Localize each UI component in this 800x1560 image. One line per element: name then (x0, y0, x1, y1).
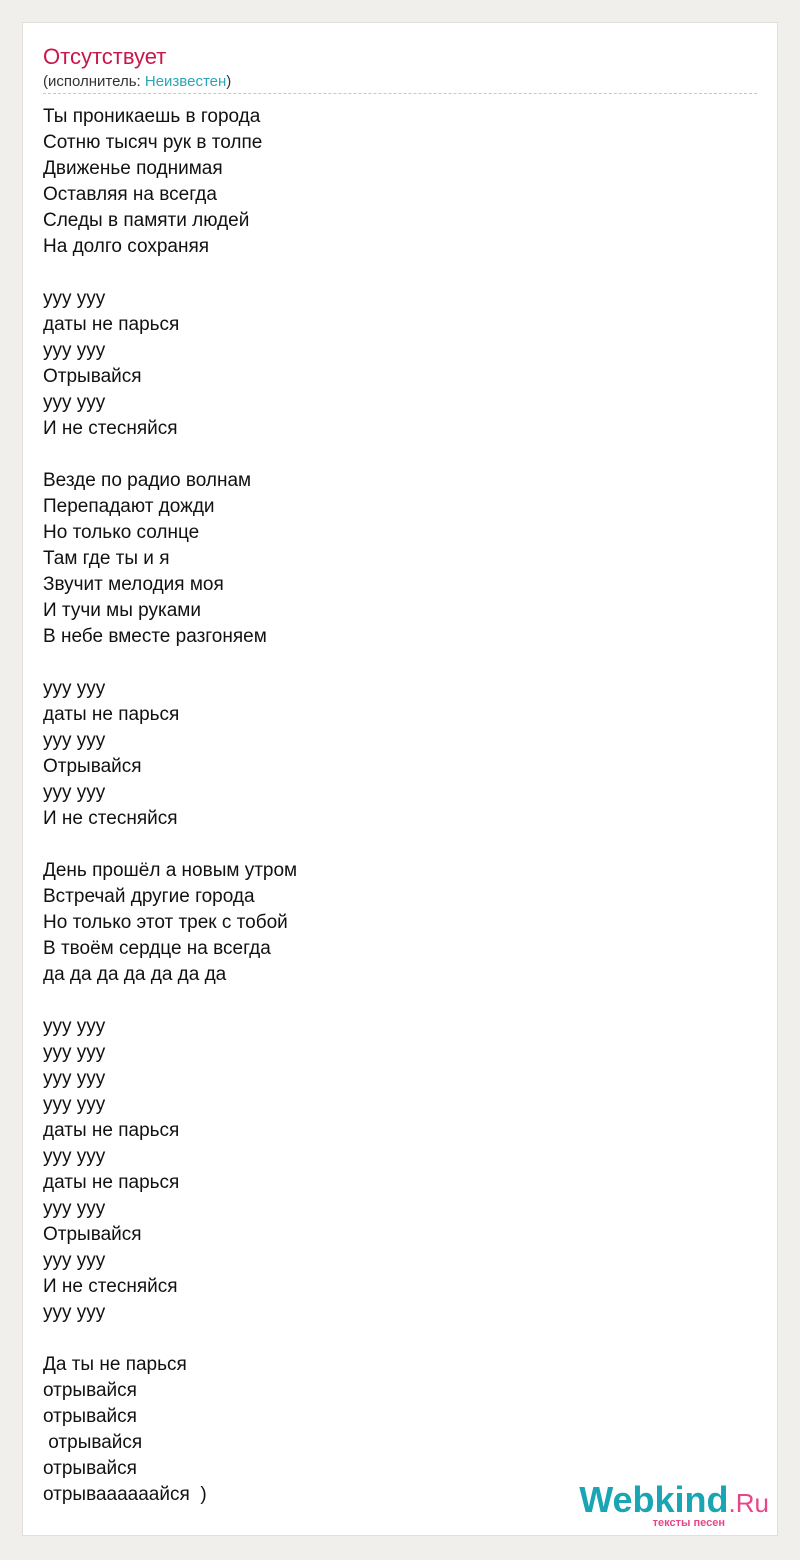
lyric-line: даты не парься (43, 704, 180, 725)
lyric-line: На долго сохраняя (43, 236, 210, 257)
lyric-line: В твоём сердце на всегда (43, 938, 271, 959)
lyric-line: ууу ууу (43, 1250, 106, 1271)
lyric-line: да да да да да да да (43, 964, 227, 985)
lyric-line: Встречай другие города (43, 886, 255, 907)
lyric-line: Но только солнце (43, 522, 200, 543)
lyric-line: отрывайся (43, 1432, 143, 1453)
logo-tagline: тексты песен (652, 1517, 725, 1529)
lyric-line: ууу ууу (43, 1068, 106, 1089)
lyric-line: ууу ууу (43, 730, 106, 751)
lyric-line: ууу ууу (43, 392, 106, 413)
lyric-line: ууу ууу (43, 1198, 106, 1219)
lyric-line: И не стесняйся (43, 808, 178, 829)
lyric-line: Отрывайся (43, 1224, 142, 1245)
lyric-line: даты не парься (43, 1172, 180, 1193)
lyric-line: отрывайся (43, 1458, 137, 1479)
lyric-line: ууу ууу (43, 1042, 106, 1063)
lyric-line: Отрывайся (43, 756, 142, 777)
logo-tld: .Ru (728, 1488, 769, 1518)
lyric-line: Ты проникаешь в города (43, 106, 261, 127)
lyric-line: ууу ууу (43, 288, 106, 309)
lyric-line: ууу ууу (43, 782, 106, 803)
performer-line (43, 73, 231, 91)
lyric-line: Везде по радио волнам (43, 470, 252, 491)
lyric-line: И не стесняйся (43, 418, 178, 439)
lyrics-text (43, 104, 743, 1508)
lyric-line: ууу ууу (43, 1016, 106, 1037)
lyric-line (43, 650, 743, 676)
lyric-line (43, 988, 743, 1014)
performer-link[interactable]: Неизвестен (144, 73, 227, 90)
lyric-line: отрываааааайся ) (43, 1484, 207, 1505)
lyric-line: ууу ууу (43, 340, 106, 361)
lyric-line: ууу ууу (43, 1146, 106, 1167)
title-divider (43, 93, 757, 94)
lyric-line: Сотню тысяч рук в толпе (43, 132, 263, 153)
performer-suffix: ) (226, 73, 232, 90)
lyric-line: отрывайся (43, 1380, 137, 1401)
lyric-line: ууу ууу (43, 1302, 106, 1323)
lyric-line: ууу ууу (43, 1094, 106, 1115)
lyric-line: И не стесняйся (43, 1276, 178, 1297)
lyric-line: отрывайся (43, 1406, 137, 1427)
logo-name: Webkind (579, 1479, 729, 1520)
lyric-line: ууу ууу (43, 678, 106, 699)
lyrics-card (22, 22, 778, 1536)
lyric-line: День прошёл а новым утром (43, 860, 298, 881)
lyric-line: Звучит мелодия моя (43, 574, 224, 595)
lyric-line: Следы в памяти людей (43, 210, 250, 231)
lyric-line: Оставляя на всегда (43, 184, 217, 205)
lyric-line: И тучи мы руками (43, 600, 201, 621)
site-logo[interactable] (579, 1479, 769, 1529)
lyric-line (43, 260, 743, 286)
lyric-line: Движенье поднимая (43, 158, 223, 179)
lyric-line (43, 442, 743, 468)
performer-prefix: (исполнитель: (43, 73, 145, 90)
lyric-line: Отрывайся (43, 366, 142, 387)
lyric-line: В небе вместе разгоняем (43, 626, 267, 647)
lyric-line (43, 832, 743, 858)
lyric-line: Но только этот трек с тобой (43, 912, 288, 933)
lyric-line: даты не парься (43, 1120, 180, 1141)
song-title: Отсутствует (43, 44, 167, 69)
lyric-line: Перепадают дожди (43, 496, 215, 517)
lyric-line (43, 1326, 743, 1352)
lyric-line: Там где ты и я (43, 548, 170, 569)
lyric-line: даты не парься (43, 314, 180, 335)
lyric-line: Да ты не парься (43, 1354, 187, 1375)
